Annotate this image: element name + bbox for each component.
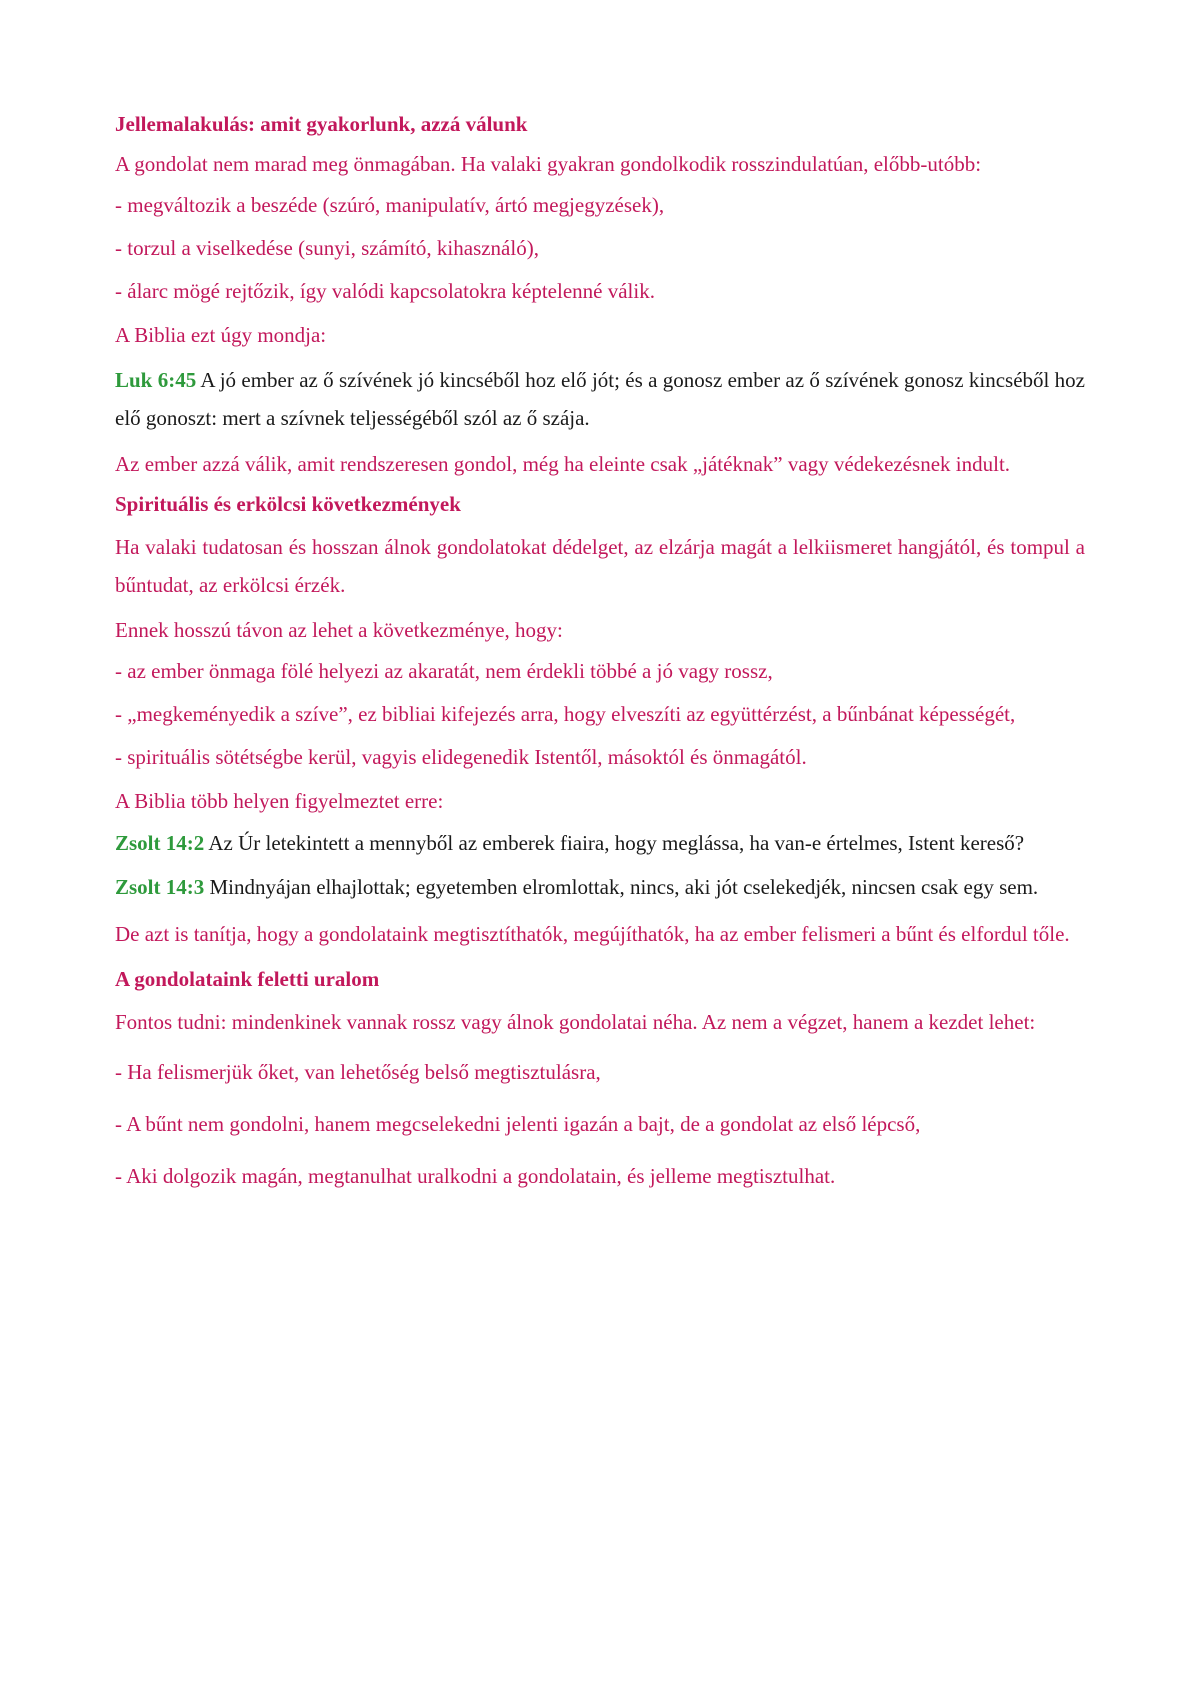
document-page xyxy=(115,112,1085,1204)
list-item: - „megkeményedik a szíve”, ez bibliai kifejezés arra, hogy elveszíti az együttérzést, a bűnbánat képességét, xyxy=(115,702,1016,726)
verse-reference: Zsolt 14:2 xyxy=(115,831,205,855)
paragraph: Ha valaki tudatosan és hosszan álnok gondolatokat dédelget, az elzárja magát a lelkiismeret hangjától, és tompul a bűntudat, az erkölcsi érzék. xyxy=(115,535,1085,597)
verse-text: A jó ember az ő szívének jó kincséből hoz elő jót; és a gonosz ember az ő szívének gonosz kincséből hoz elő gonoszt: mert a szívnek teljességéből szól az ő szája. xyxy=(115,368,1086,430)
paragraph: De azt is tanítja, hogy a gondolataink megtisztíthatók, megújíthatók, ha az ember felismeri a bűnt és elfordul tőle. xyxy=(115,922,1070,946)
list-item: - az ember önmaga fölé helyezi az akaratát, nem érdekli többé a jó vagy rossz, xyxy=(115,659,773,683)
paragraph: Az ember azzá válik, amit rendszeresen gondol, még ha eleinte csak „játéknak” vagy védekezésnek indult. xyxy=(115,452,1011,476)
list-item: - torzul a viselkedése (sunyi, számító, kihasználó), xyxy=(115,236,539,260)
section-heading: Jellemalakulás: amit gyakorlunk, azzá válunk xyxy=(115,112,528,136)
section-heading: A gondolataink feletti uralom xyxy=(115,967,380,991)
list-item: - Ha felismerjük őket, van lehetőség belső megtisztulásra, xyxy=(115,1060,601,1084)
verse-text: Az Úr letekintett a mennyből az emberek fiaira, hogy meglássa, ha van-e értelmes, Istent kereső? xyxy=(204,831,1025,855)
list-item: - megváltozik a beszéde (szúró, manipulatív, ártó megjegyzések), xyxy=(115,193,665,217)
bible-verse xyxy=(115,871,1085,903)
paragraph: Fontos tudni: mindenkinek vannak rossz vagy álnok gondolatai néha. Az nem a végzet, hanem a kezdet lehet: xyxy=(115,1010,1036,1034)
paragraph: A Biblia ezt úgy mondja: xyxy=(115,323,327,347)
list-item: - spirituális sötétségbe kerül, vagyis elidegenedik Istentől, másoktól és önmagától. xyxy=(115,745,807,769)
list-item: - Aki dolgozik magán, megtanulhat uralkodni a gondolatain, és jelleme megtisztulhat. xyxy=(115,1164,836,1188)
paragraph: Ennek hosszú távon az lehet a következménye, hogy: xyxy=(115,618,563,642)
paragraph: A gondolat nem marad meg önmagában. Ha valaki gyakran gondolkodik rosszindulatúan, előbb-utóbb: xyxy=(115,152,982,176)
bible-verse xyxy=(115,827,1085,859)
bible-verse xyxy=(115,361,1085,437)
list-item: - álarc mögé rejtőzik, így valódi kapcsolatokra képtelenné válik. xyxy=(115,279,655,303)
verse-text: Mindnyájan elhajlottak; egyetemben elromlottak, nincs, aki jót cselekedjék, nincsen csak egy sem. xyxy=(204,875,1039,899)
paragraph: A Biblia több helyen figyelmeztet erre: xyxy=(115,789,444,813)
verse-reference: Luk 6:45 xyxy=(115,368,197,392)
section-heading: Spirituális és erkölcsi következmények xyxy=(115,492,461,516)
verse-reference: Zsolt 14:3 xyxy=(115,875,205,899)
list-item: - A bűnt nem gondolni, hanem megcselekedni jelenti igazán a bajt, de a gondolat az első lépcső, xyxy=(115,1112,921,1136)
